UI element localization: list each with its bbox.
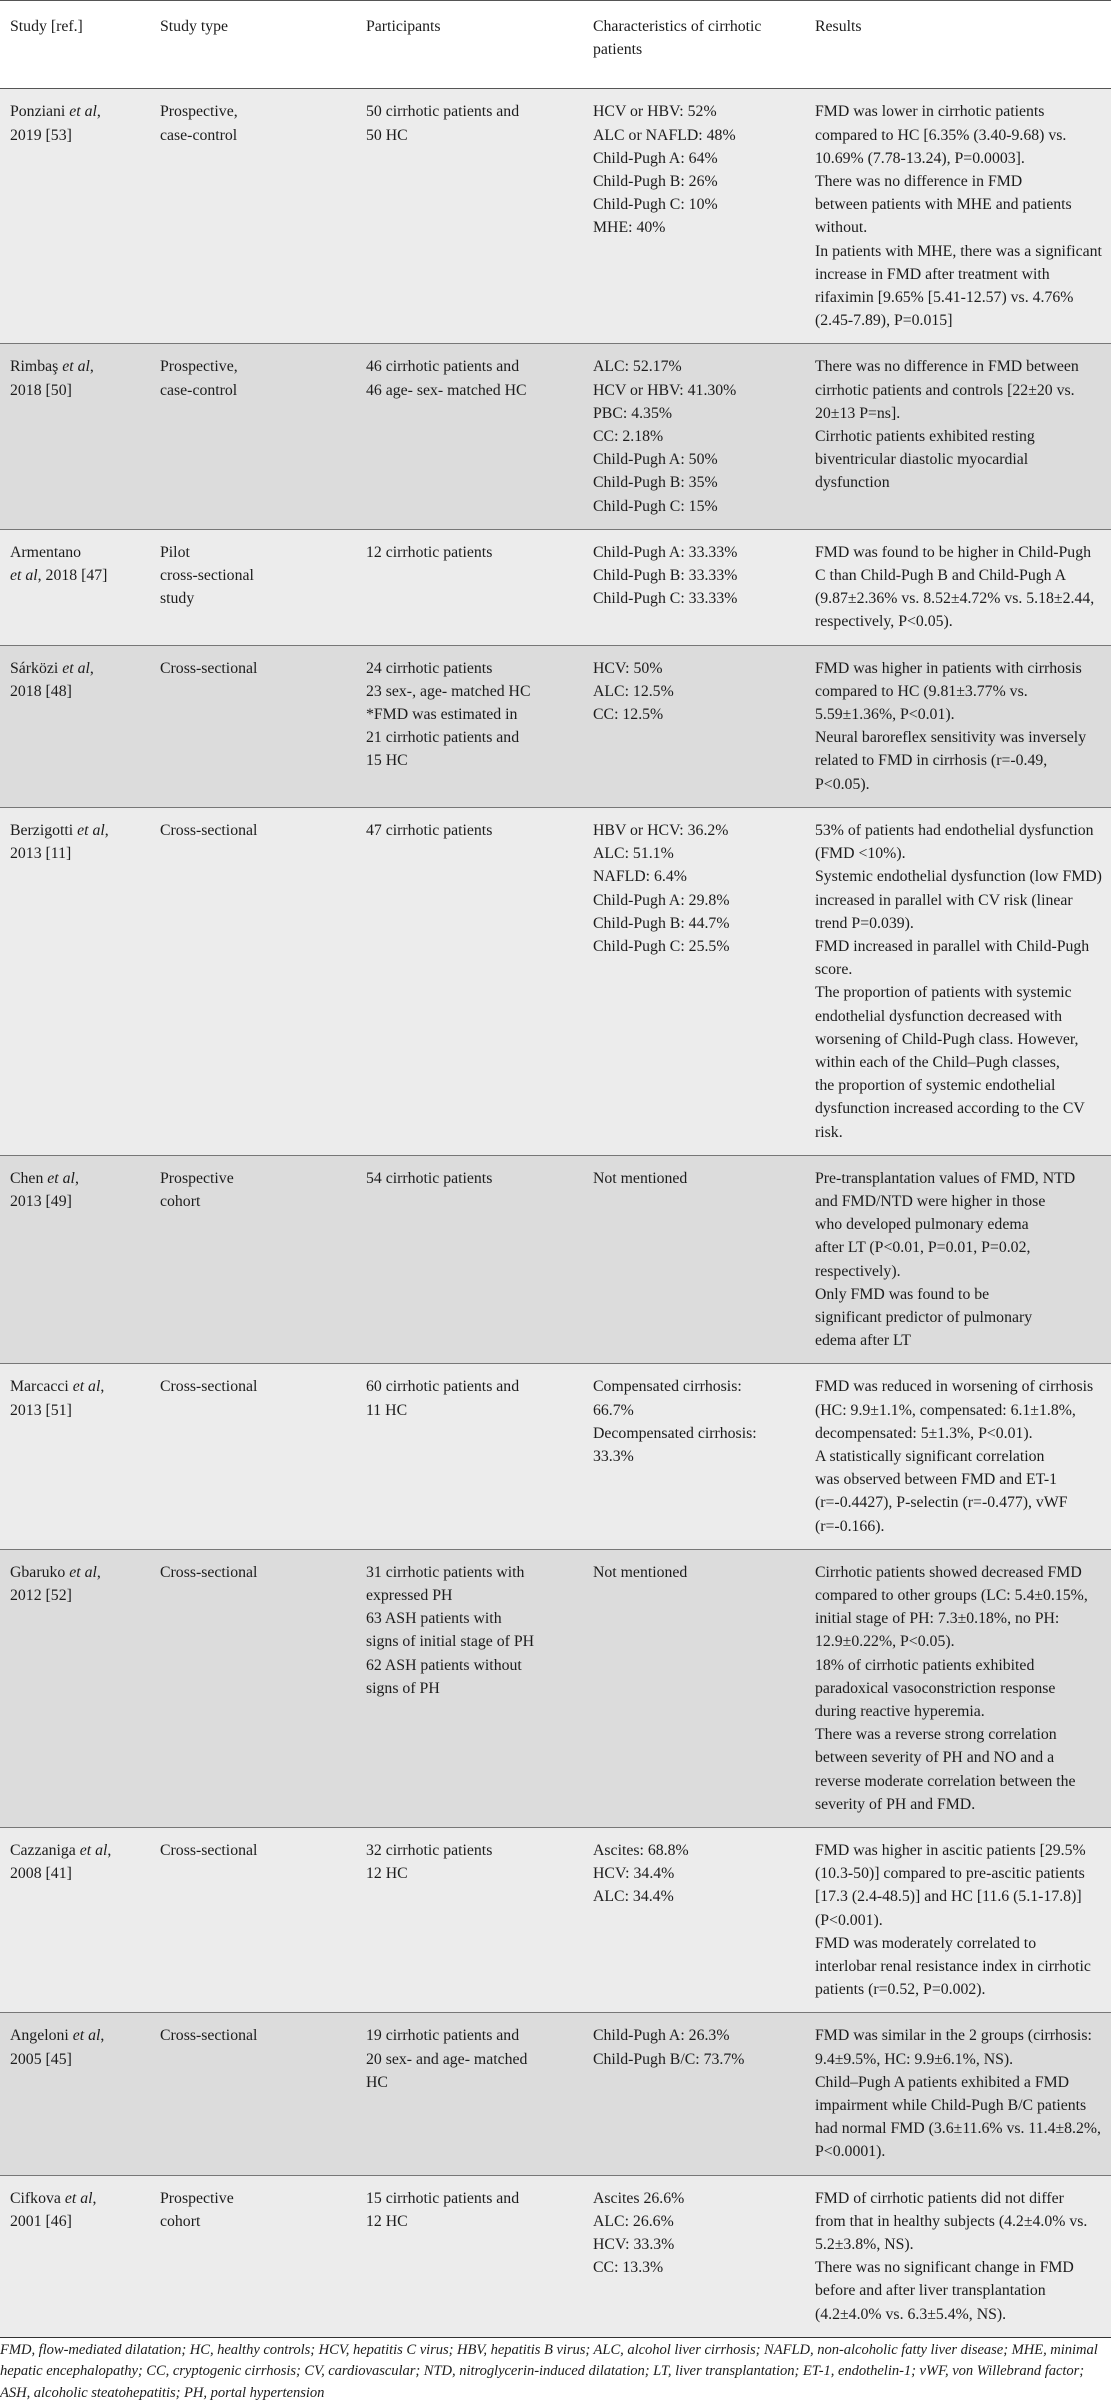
cell-participants-line: 31 cirrhotic patients with	[366, 1563, 525, 1581]
cell-characteristics	[583, 1549, 805, 1827]
cell-study-type-line: study	[160, 590, 195, 608]
cell-study-type-line: Cross-sectional	[160, 659, 258, 677]
cell-participants-line: 20 sex- and age- matched	[366, 2050, 528, 2068]
cell-characteristics	[583, 1155, 805, 1364]
cell-participants-line: 32 cirrhotic patients	[366, 1842, 493, 1860]
cell-results-line: rifaximin [9.65% [5.41-12.57) vs. 4.76%	[815, 289, 1074, 307]
cell-study-type	[150, 1155, 356, 1364]
cell-characteristics-line: Child-Pugh C: 15%	[593, 497, 718, 515]
cell-results-line: (2.45-7.89), P=0.015]	[815, 312, 953, 330]
cell-participants	[356, 1828, 583, 2013]
cell-results-line: edema after LT	[815, 1332, 911, 1350]
cell-results	[805, 1155, 1111, 1364]
table-header-row	[0, 1, 1111, 89]
cell-results-line: dysfunction	[815, 474, 890, 492]
cell-study	[0, 645, 150, 807]
cell-characteristics-line: Compensated cirrhosis:	[593, 1378, 742, 1396]
cell-participants-line: 23 sex-, age- matched HC	[366, 682, 531, 700]
cell-characteristics-line: Child-Pugh A: 26.3%	[593, 2027, 730, 2045]
cell-study-type-line: Cross-sectional	[160, 821, 258, 839]
cell-study-type-line: cohort	[160, 2212, 201, 2230]
cell-results-line: FMD was higher in ascitic patients [29.5%	[815, 1842, 1086, 1860]
cell-participants-line: expressed PH	[366, 1586, 453, 1604]
cell-characteristics-line: HCV or HBV: 52%	[593, 103, 717, 121]
cell-results-line: decompensated: 5±1.3%, P<0.01).	[815, 1424, 1033, 1442]
cell-results-line: FMD was moderately correlated to	[815, 1934, 1037, 1952]
cell-participants	[356, 1549, 583, 1827]
cell-study-type-line: Prospective,	[160, 103, 238, 121]
cell-results-line: was observed between FMD and ET-1	[815, 1471, 1058, 1489]
cell-study-line: 2013 [11]	[10, 845, 72, 863]
cell-results-line: within each of the Child–Pugh classes,	[815, 1053, 1060, 1071]
cell-results-line: increased in parallel with CV risk (linear	[815, 891, 1073, 909]
cell-characteristics-line: NAFLD: 6.4%	[593, 868, 687, 886]
cell-results-line: FMD was reduced in worsening of cirrhosis	[815, 1378, 1094, 1396]
cell-results-line: increase in FMD after treatment with	[815, 265, 1050, 283]
cell-results-line: who developed pulmonary edema	[815, 1216, 1029, 1234]
cell-characteristics-line: CC: 2.18%	[593, 428, 664, 446]
cell-results	[805, 89, 1111, 344]
cell-study-type	[150, 645, 356, 807]
cell-results-line: (9.87±2.36% vs. 8.52±4.72% vs. 5.18±2.44,	[815, 590, 1095, 608]
cell-results	[805, 807, 1111, 1155]
cell-results	[805, 1364, 1111, 1549]
cell-characteristics-line: Child-Pugh C: 25.5%	[593, 937, 730, 955]
cell-results-line: There was no significant change in FMD	[815, 2259, 1074, 2277]
cell-results-line: Neural baroreflex sensitivity was inversely	[815, 729, 1087, 747]
cell-results-line: 10.69% (7.78-13.24), P=0.0003].	[815, 149, 1025, 167]
cell-characteristics-line: HCV: 33.3%	[593, 2236, 675, 2254]
cell-results-line: patients (r=0.52, P=0.002).	[815, 1981, 986, 1999]
cell-results-line: significant predictor of pulmonary	[815, 1308, 1033, 1326]
cell-study-type-line: case-control	[160, 126, 238, 144]
cell-results-line: compared to other groups (LC: 5.4±0.15%,	[815, 1586, 1088, 1604]
cell-characteristics-line: HBV or HCV: 36.2%	[593, 821, 729, 839]
cell-results-line: Cirrhotic patients showed decreased FMD	[815, 1563, 1082, 1581]
cell-participants-line: signs of initial stage of PH	[366, 1633, 535, 1651]
cell-participants	[356, 89, 583, 344]
cell-characteristics-line: ALC: 52.17%	[593, 358, 682, 376]
cell-study-type-line: Pilot	[160, 543, 190, 561]
cell-results-line: FMD was higher in patients with cirrhosis	[815, 659, 1082, 677]
cell-study-line: Angeloni et al,	[10, 2027, 105, 2045]
cell-results-line: (r=-0.4427), P-selectin (r=-0.477), vWF	[815, 1494, 1068, 1512]
cell-characteristics-line: Child-Pugh B: 35%	[593, 474, 718, 492]
cell-study	[0, 1155, 150, 1364]
cell-characteristics	[583, 807, 805, 1155]
cell-results-line: (4.2±4.0% vs. 6.3±5.4%, NS).	[815, 2305, 1007, 2323]
cell-results-line: 5.2±3.8%, NS).	[815, 2236, 914, 2254]
cell-results-line: paradoxical vasoconstriction response	[815, 1679, 1056, 1697]
cell-characteristics	[583, 1828, 805, 2013]
cell-participants-line: signs of PH	[366, 1679, 440, 1697]
cell-participants	[356, 529, 583, 645]
cell-study-line: 2012 [52]	[10, 1586, 72, 1604]
cell-characteristics-line: Child-Pugh B: 26%	[593, 173, 718, 191]
cell-results-line: had normal FMD (3.6±11.6% vs. 11.4±8.2%,	[815, 2120, 1102, 2138]
table-row	[0, 1155, 1111, 1364]
cell-study-type-line: Prospective	[160, 1169, 234, 1187]
cell-results-line: biventricular diastolic myocardial	[815, 451, 1029, 469]
cell-study-type	[150, 529, 356, 645]
cell-characteristics-line: Ascites: 68.8%	[593, 1842, 689, 1860]
cell-results-line: risk.	[815, 1123, 843, 1141]
cell-study-line: Gbaruko et al,	[10, 1563, 101, 1581]
cell-characteristics	[583, 2013, 805, 2175]
cell-study-type	[150, 2175, 356, 2337]
cell-results-line: [17.3 (2.4-48.5)] and HC [11.6 (5.1-17.8)]	[815, 1888, 1082, 1906]
cell-participants-line: 46 age- sex- matched HC	[366, 381, 527, 399]
cell-participants-line: 62 ASH patients without	[366, 1656, 522, 1674]
cell-results-line: FMD was similar in the 2 groups (cirrhosis:	[815, 2027, 1092, 2045]
cell-results-line: There was a reverse strong correlation	[815, 1726, 1057, 1744]
cell-study-type-line: Cross-sectional	[160, 2027, 258, 2045]
table-row	[0, 1364, 1111, 1549]
table-row	[0, 529, 1111, 645]
cell-characteristics-line: Child-Pugh A: 29.8%	[593, 891, 730, 909]
cell-results-line: after LT (P<0.01, P=0.01, P=0.02,	[815, 1239, 1031, 1257]
cell-results-line: The proportion of patients with systemic	[815, 984, 1072, 1002]
cell-results-line: from that in healthy subjects (4.2±4.0% vs.	[815, 2212, 1088, 2230]
cell-characteristics-line: Ascites 26.6%	[593, 2189, 685, 2207]
cell-results-line: severity of PH and FMD.	[815, 1795, 976, 1813]
cell-study-type	[150, 807, 356, 1155]
cell-characteristics-line: CC: 13.3%	[593, 2259, 664, 2277]
cell-study-type-line: Cross-sectional	[160, 1842, 258, 1860]
cell-participants-line: 46 cirrhotic patients and	[366, 358, 520, 376]
cell-study-type-line: Prospective	[160, 2189, 234, 2207]
cell-results	[805, 2175, 1111, 2337]
cell-characteristics	[583, 645, 805, 807]
cell-results-line: 12.9±0.22%, P<0.05).	[815, 1633, 955, 1651]
cell-participants	[356, 344, 583, 529]
cell-results-line: trend P=0.039).	[815, 914, 914, 932]
cell-participants-line: 21 cirrhotic patients and	[366, 729, 520, 747]
cell-participants-line: 19 cirrhotic patients and	[366, 2027, 520, 2045]
cell-study-line: Rimbaş et al,	[10, 358, 94, 376]
cell-characteristics	[583, 89, 805, 344]
cell-results-line: and FMD/NTD were higher in those	[815, 1192, 1046, 1210]
cell-study-type-line: cross-sectional	[160, 567, 254, 585]
cell-characteristics-line: PBC: 4.35%	[593, 404, 672, 422]
cell-results-line: before and after liver transplantation	[815, 2282, 1046, 2300]
cell-participants-line: 24 cirrhotic patients	[366, 659, 493, 677]
cell-results-line: worsening of Child-Pugh class. However,	[815, 1030, 1079, 1048]
cell-characteristics-line: ALC: 12.5%	[593, 682, 674, 700]
cell-study-line: et al, 2018 [47]	[10, 567, 108, 585]
cell-results-line: respectively, P<0.05).	[815, 613, 953, 631]
cell-results-line: Child–Pugh A patients exhibited a FMD	[815, 2073, 1070, 2091]
table-row	[0, 645, 1111, 807]
cell-participants	[356, 2013, 583, 2175]
cell-study-line: 2005 [45]	[10, 2050, 72, 2068]
cell-results-line: initial stage of PH: 7.3±0.18%, no PH:	[815, 1610, 1060, 1628]
cell-characteristics-line: 66.7%	[593, 1401, 634, 1419]
cell-study-line: Cazzaniga et al,	[10, 1842, 112, 1860]
cell-participants-line: *FMD was estimated in	[366, 706, 518, 724]
cell-results	[805, 645, 1111, 807]
header-study-type: Study type	[160, 18, 229, 35]
cell-results	[805, 344, 1111, 529]
cell-participants-line: 12 HC	[366, 2212, 408, 2230]
cell-results-line: (r=-0.166).	[815, 1517, 885, 1535]
cell-study	[0, 1828, 150, 2013]
cell-characteristics-line: HCV: 34.4%	[593, 1865, 675, 1883]
cell-characteristics-line: ALC: 51.1%	[593, 845, 674, 863]
cell-study-type	[150, 1364, 356, 1549]
cell-characteristics-line: Child-Pugh A: 33.33%	[593, 543, 738, 561]
cell-characteristics	[583, 344, 805, 529]
cell-participants	[356, 807, 583, 1155]
cell-study-line: 2013 [51]	[10, 1401, 72, 1419]
cell-study-type-line: cohort	[160, 1192, 201, 1210]
cell-results-line: FMD was found to be higher in Child-Pugh	[815, 543, 1091, 561]
cell-participants-line: 12 HC	[366, 1865, 408, 1883]
cell-results-line: P<0.05).	[815, 775, 870, 793]
cell-results-line: FMD was lower in cirrhotic patients	[815, 103, 1045, 121]
table-row	[0, 807, 1111, 1155]
cell-characteristics-line: HCV or HBV: 41.30%	[593, 381, 737, 399]
cell-participants-line: 50 HC	[366, 126, 408, 144]
cell-characteristics-line: Child-Pugh B/C: 73.7%	[593, 2050, 745, 2068]
cell-results-line: There was no difference in FMD between	[815, 358, 1079, 376]
cell-results-line: FMD increased in parallel with Child-Pugh	[815, 937, 1090, 955]
cell-results-line: In patients with MHE, there was a significant	[815, 242, 1102, 260]
cell-participants-line: 47 cirrhotic patients	[366, 821, 493, 839]
cell-results-line: P<0.0001).	[815, 2143, 886, 2161]
cell-results-line: C than Child-Pugh B and Child-Pugh A	[815, 567, 1067, 585]
cell-results-line: A statistically significant correlation	[815, 1447, 1045, 1465]
table-row	[0, 2175, 1111, 2337]
cell-participants-line: 50 cirrhotic patients and	[366, 103, 520, 121]
cell-results-line: (P<0.001).	[815, 1911, 883, 1929]
cell-study-line: Sárközi et al,	[10, 659, 94, 677]
cell-study-type-line: Cross-sectional	[160, 1563, 258, 1581]
cell-results-line: cirrhotic patients and controls [22±20 vs.	[815, 381, 1075, 399]
table-row	[0, 344, 1111, 529]
cell-results-line: (10.3-50)] compared to pre-ascitic patients	[815, 1865, 1085, 1883]
cell-study-line: 2018 [50]	[10, 381, 72, 399]
cell-results-line: score.	[815, 961, 853, 979]
cell-study	[0, 344, 150, 529]
cell-results-line: Pre-transplantation values of FMD, NTD	[815, 1169, 1076, 1187]
cell-study-type-line: case-control	[160, 381, 238, 399]
cell-participants-line: 60 cirrhotic patients and	[366, 1378, 520, 1396]
cell-results-line: compared to HC (9.81±3.77% vs.	[815, 682, 1028, 700]
cell-results-line: impairment while Child-Pugh B/C patients	[815, 2097, 1087, 2115]
cell-characteristics-line: Not mentioned	[593, 1563, 688, 1581]
table-row	[0, 1828, 1111, 2013]
cell-study	[0, 89, 150, 344]
cell-characteristics-line: Child-Pugh C: 33.33%	[593, 590, 738, 608]
cell-characteristics-line: CC: 12.5%	[593, 706, 664, 724]
cell-study-type	[150, 89, 356, 344]
cell-characteristics-line: Child-Pugh C: 10%	[593, 196, 718, 214]
cell-results	[805, 1828, 1111, 2013]
cell-characteristics	[583, 2175, 805, 2337]
cell-results-line: respectively).	[815, 1262, 901, 1280]
cell-results-line: 20±13 P=ns].	[815, 404, 901, 422]
cell-results-line: 53% of patients had endothelial dysfunction	[815, 821, 1094, 839]
cell-participants-line: 63 ASH patients with	[366, 1610, 502, 1628]
cell-characteristics	[583, 1364, 805, 1549]
cell-results	[805, 529, 1111, 645]
cell-characteristics-line: HCV: 50%	[593, 659, 663, 677]
table-row	[0, 89, 1111, 344]
cell-results-line: Cirrhotic patients exhibited resting	[815, 428, 1035, 446]
cell-study-type	[150, 344, 356, 529]
cell-study-type	[150, 2013, 356, 2175]
cell-results-line: Systemic endothelial dysfunction (low FMD)	[815, 868, 1102, 886]
cell-participants-line: 54 cirrhotic patients	[366, 1169, 493, 1187]
cell-study	[0, 2013, 150, 2175]
cell-characteristics-line: Decompensated cirrhosis:	[593, 1424, 757, 1442]
cell-participants	[356, 1364, 583, 1549]
cell-results-line: between patients with MHE and patients	[815, 196, 1072, 214]
cell-results-line: between severity of PH and NO and a	[815, 1749, 1055, 1767]
table-row	[0, 2013, 1111, 2175]
cell-characteristics-line: MHE: 40%	[593, 219, 666, 237]
cell-study-line: 2018 [48]	[10, 682, 72, 700]
cell-study-type	[150, 1828, 356, 2013]
cell-participants	[356, 645, 583, 807]
cell-participants-line: 15 cirrhotic patients and	[366, 2189, 520, 2207]
cell-study	[0, 2175, 150, 2337]
cell-study	[0, 529, 150, 645]
cell-study-type-line: Prospective,	[160, 358, 238, 376]
cell-results-line: during reactive hyperemia.	[815, 1703, 985, 1720]
cell-characteristics-line: Child-Pugh B: 44.7%	[593, 914, 730, 932]
header-characteristics: Characteristics of cirrhotic patients	[593, 18, 762, 59]
cell-characteristics	[583, 529, 805, 645]
cell-characteristics-line: ALC or NAFLD: 48%	[593, 126, 736, 144]
cell-participants	[356, 2175, 583, 2337]
cell-study-line: Chen et al,	[10, 1169, 79, 1187]
cell-study-line: Armentano	[10, 543, 82, 561]
cell-characteristics-line: Child-Pugh A: 64%	[593, 149, 718, 167]
cell-participants-line: 15 HC	[366, 752, 408, 770]
cell-results-line: dysfunction increased according to the CV	[815, 1100, 1085, 1118]
cell-characteristics-line: Not mentioned	[593, 1169, 688, 1187]
cell-participants-line: HC	[366, 2073, 388, 2091]
cell-characteristics-line: ALC: 34.4%	[593, 1888, 674, 1906]
cell-characteristics-line: 33.3%	[593, 1447, 634, 1465]
cell-results-line: 5.59±1.36%, P<0.01).	[815, 706, 955, 724]
cell-results-line: reverse moderate correlation between the	[815, 1772, 1076, 1790]
cell-results-line: (FMD <10%).	[815, 845, 906, 863]
header-study: Study [ref.]	[10, 18, 83, 35]
cell-results-line: related to FMD in cirrhosis (r=-0.49,	[815, 752, 1048, 770]
cell-participants-line: 12 cirrhotic patients	[366, 543, 493, 561]
cell-characteristics-line: Child-Pugh B: 33.33%	[593, 567, 738, 585]
cell-study-line: Cifkova et al,	[10, 2189, 97, 2207]
cell-study-line: 2001 [46]	[10, 2212, 72, 2230]
header-results: Results	[815, 18, 862, 35]
table-row	[0, 1549, 1111, 1827]
table-body	[0, 89, 1111, 2337]
cell-study-line: 2008 [41]	[10, 1865, 72, 1883]
cell-results-line: interlobar renal resistance index in cirrhotic	[815, 1958, 1091, 1976]
cell-results-line: There was no difference in FMD	[815, 173, 1023, 191]
cell-results-line: compared to HC [6.35% (3.40-9.68) vs.	[815, 126, 1067, 144]
cell-study-line: Ponziani et al,	[10, 103, 101, 121]
cell-study	[0, 1549, 150, 1827]
cell-study-line: 2019 [53]	[10, 126, 72, 144]
cell-characteristics-line: Child-Pugh A: 50%	[593, 451, 718, 469]
cell-results-line: 18% of cirrhotic patients exhibited	[815, 1656, 1035, 1674]
cell-results-line: without.	[815, 219, 868, 237]
cell-results-line: (HC: 9.9±1.1%, compensated: 6.1±1.8%,	[815, 1401, 1076, 1419]
cell-results-line: Only FMD was found to be	[815, 1285, 990, 1303]
table-footnote: FMD, flow-mediated dilatation; HC, healthy controls; HCV, hepatitis C virus; HBV, hepatitis B virus; ALC, alcohol liver cirrhosis; NAFLD, non-alcoholic fatty liver disease; MHE, minimal hepatic encephalopathy; CC, cryptogenic cirrhosis; CV, cardiovascular; NTD, nitroglycerin-induced dilatation; LT, liver transplantation; ET-1, endothelin-1; vWF, von Willebrand factor; ASH, alcoholic steatohepatitis; PH, portal hypertension	[0, 2341, 1098, 2402]
cell-study-line: Marcacci et al,	[10, 1378, 105, 1396]
cell-results-line: the proportion of systemic endothelial	[815, 1077, 1056, 1095]
cell-participants	[356, 1155, 583, 1364]
cell-participants-line: 11 HC	[366, 1401, 408, 1419]
cell-study-line: 2013 [49]	[10, 1192, 72, 1210]
cell-characteristics-line: ALC: 26.6%	[593, 2212, 674, 2230]
cell-study-type-line: Cross-sectional	[160, 1378, 258, 1396]
cell-study-line: Berzigotti et al,	[10, 821, 109, 839]
cell-results-line: FMD of cirrhotic patients did not differ	[815, 2189, 1064, 2207]
cell-results	[805, 2013, 1111, 2175]
header-participants: Participants	[366, 18, 441, 35]
cell-study	[0, 807, 150, 1155]
cell-results-line: 9.4±9.5%, HC: 9.9±6.1%, NS).	[815, 2050, 1014, 2068]
cell-results-line: endothelial dysfunction decreased with	[815, 1007, 1062, 1025]
cell-study	[0, 1364, 150, 1549]
cell-study-type	[150, 1549, 356, 1827]
cell-results	[805, 1549, 1111, 1827]
